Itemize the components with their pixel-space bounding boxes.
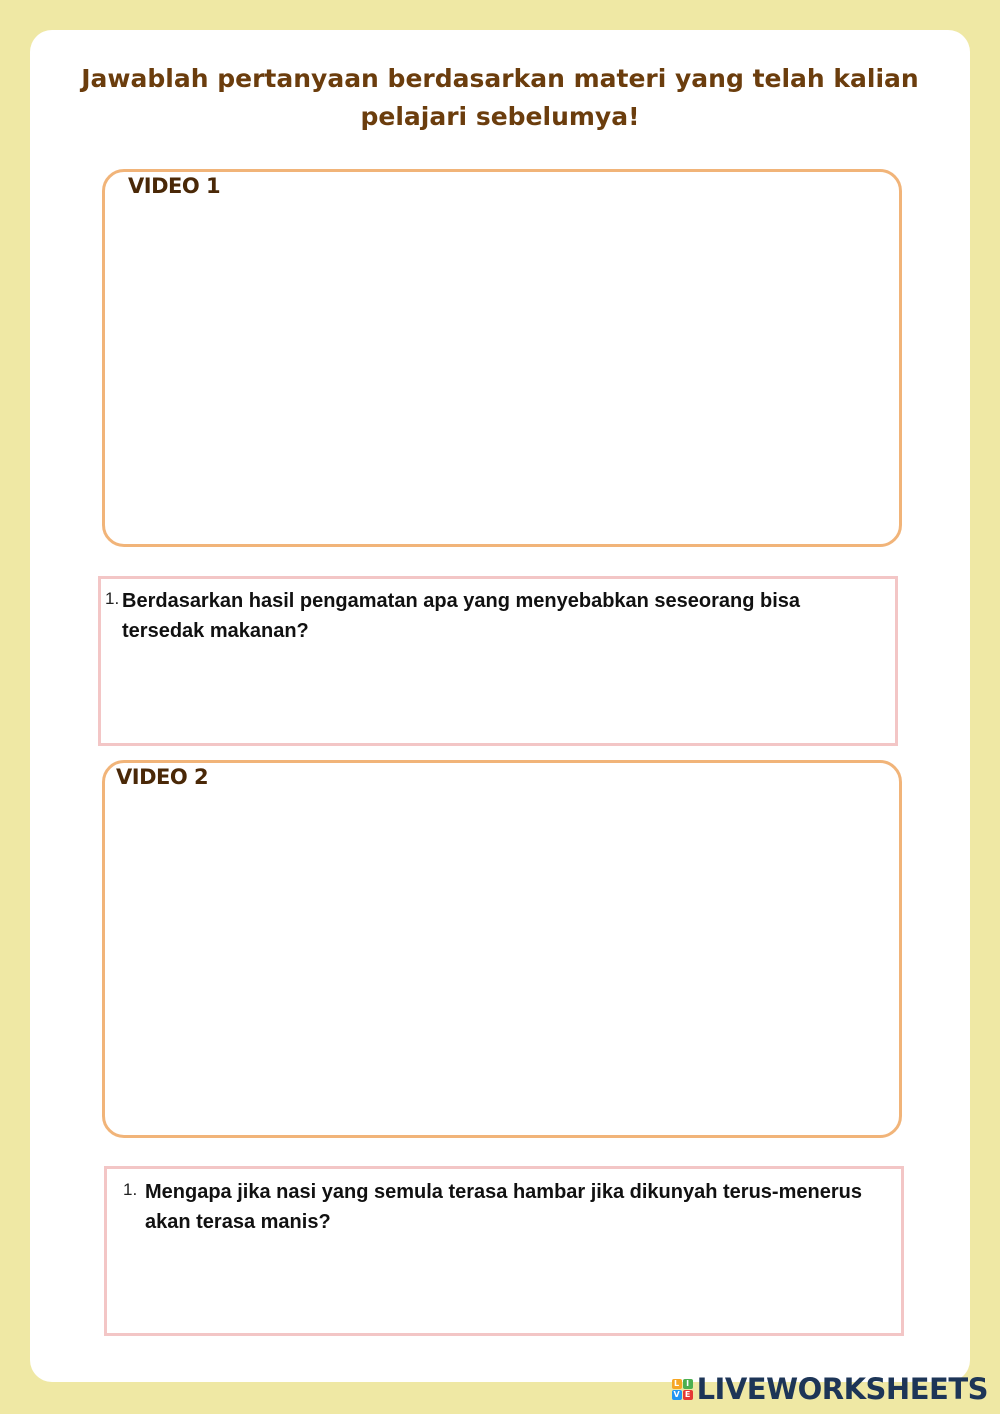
video-2-frame[interactable] (102, 760, 902, 1138)
question-1-number: 1. (105, 589, 120, 608)
brand-name: LIVEWORKSHEETS (696, 1372, 988, 1406)
brand-icon-tile: L (672, 1379, 682, 1389)
video-1-frame[interactable] (102, 169, 902, 547)
brand-icon-tile: I (683, 1379, 693, 1389)
question-2-number: 1. (123, 1180, 138, 1199)
brand-icon-tile: V (673, 1389, 680, 1399)
question-1-text: Berdasarkan hasil pengamatan apa yang menyebabkan seseorang bisa tersedak makanan? (122, 590, 801, 642)
video-1-label: VIDEO 1 (128, 174, 221, 198)
page-title: Jawablah pertanyaan berdasarkan materi yang telah kalian pelajari sebelumya! (81, 64, 919, 131)
liveworksheets-logo (672, 1372, 988, 1406)
question-2-text: Mengapa jika nasi yang semula terasa hambar jika dikunyah terus-menerus akan terasa manis? (145, 1181, 862, 1233)
brand-icon-tile: E (683, 1390, 693, 1400)
liveworksheets-icon (672, 1379, 693, 1400)
video-2-label: VIDEO 2 (116, 765, 209, 789)
